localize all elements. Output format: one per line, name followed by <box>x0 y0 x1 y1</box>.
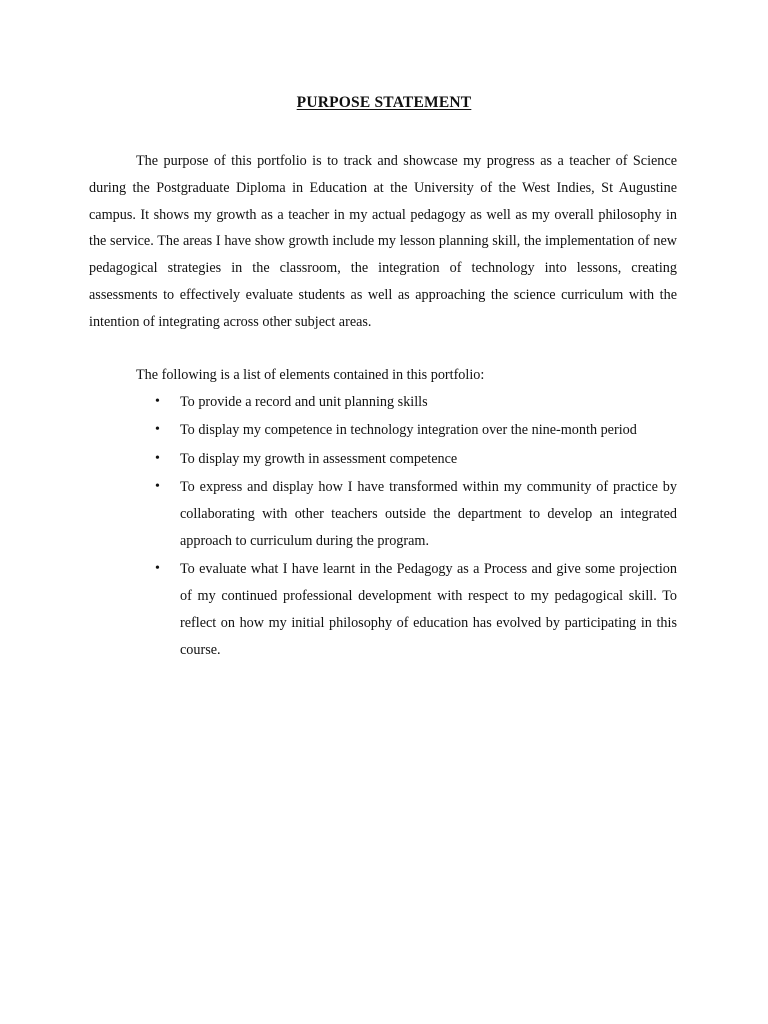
list-item-text: To display my competence in technology integration over the nine-month period <box>180 422 637 439</box>
list-item-text: To provide a record and unit planning skills <box>180 394 428 410</box>
purpose-paragraph: The purpose of this portfolio is to track and showcase my progress as a teacher of Science during the Postgraduate Diploma in Education at the University of the West Indies, St Augustine campus. It shows my growth as a teacher in my actual pedagogy as well as my overall philosophy in the service. The areas I have show growth include my lesson planning skill, the implementation of new pedagogical strategies in the classroom, the integration of technology into lessons, creating assessments to effectively evaluate students as well as approaching the science curriculum with the intention of integrating across other subject areas. <box>89 153 677 330</box>
list-item <box>0 556 768 663</box>
list-item <box>0 389 768 416</box>
list-item-text: To evaluate what I have learnt in the Pedagogy as a Process and give some projection of my continued professional development with respect to my pedagogical skill. To reflect on how my initial philosophy of education has evolved by participating in this course. <box>180 561 677 658</box>
list-item-text: To express and display how I have transformed within my community of practice by collaborating with other teachers outside the department to develop an integrated approach to curriculum during the program. <box>180 479 677 549</box>
list-item <box>0 474 768 554</box>
bullet-icon: • <box>155 450 160 466</box>
bullet-icon: • <box>155 422 160 438</box>
list-item <box>0 446 768 473</box>
elements-list <box>0 389 768 665</box>
list-item-text: To display my growth in assessment competence <box>180 450 458 467</box>
list-item <box>0 417 768 444</box>
bullet-icon: • <box>155 479 160 495</box>
bullet-icon: • <box>155 394 160 409</box>
bullet-icon: • <box>155 561 160 577</box>
page-title: PURPOSE STATEMENT <box>296 94 472 111</box>
list-intro: The following is a list of elements contained in this portfolio: <box>136 367 485 383</box>
